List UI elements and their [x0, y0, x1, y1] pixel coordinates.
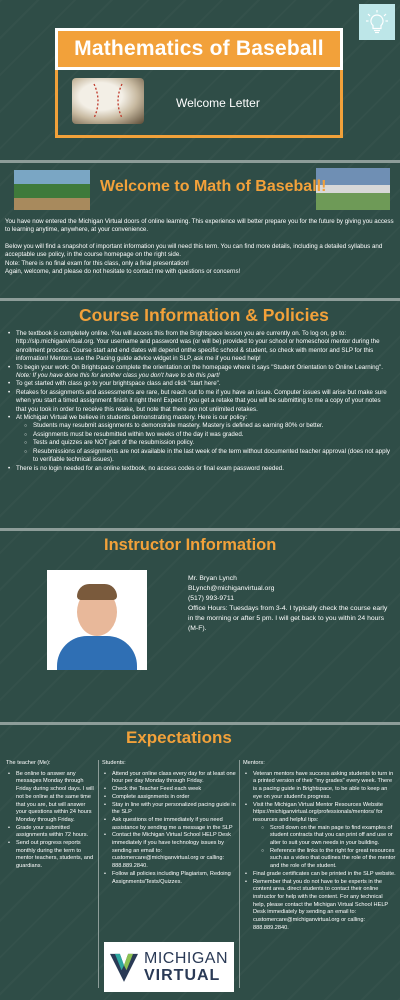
- sub-list-item: ○ Tests and quizzes are NOT part of the resubmission policy.: [24, 439, 390, 447]
- list-item: • There is no login needed for an online textbook, no access codes or final exam password needed.: [6, 465, 390, 473]
- list-item: • Veteran mentors have success asking students to turn in a printed version of their "my grades" every week. There is a pacing guide in Brightspace, to be able to keep an eye on your student's progress.: [243, 771, 396, 802]
- header-subtitle: Welcome Letter: [176, 96, 260, 110]
- header-frame: [55, 70, 343, 138]
- list-item: [6, 364, 390, 381]
- welcome-spacer: [5, 235, 395, 243]
- instructor-name: Mr. Bryan Lynch: [188, 575, 237, 582]
- list-item: [243, 802, 396, 871]
- welcome-paragraph: You have now entered the Michigan Virtual doors of online learning. This experience will better prepare you for the future by giving you access to learning anytime, anywhere, at your convenience.: [5, 218, 394, 234]
- students-title: Students:: [102, 760, 126, 766]
- divider: [0, 722, 400, 725]
- list-item: • Remember that you do not have to be experts in the content area. direct students to contact their online instructor for help with the content. For any technical help, please contact the Michigan Virtual School HELP Desk immediately by sending an email to: customercare@michiganvirtual.org or calling: 888.889.2840.: [243, 879, 396, 933]
- stadium-image: [14, 170, 90, 210]
- sub-list-item: ○ Students may resubmit assignments to demonstrate mastery. Mastery is defined as earning 80% or better.: [24, 422, 390, 430]
- list-item: • Follow all policies including Plagiarism, Redoing Assignments/Tests/Quizzes.: [102, 871, 236, 886]
- sub-list-item: ○ Reference the links to the right for great resources such as a video that outlines the role of the mentor and the role of the student.: [261, 848, 396, 871]
- instructor-heading: Instructor Information: [104, 536, 277, 554]
- divider: [0, 528, 400, 531]
- instructor-phone: (517) 993-9711: [188, 595, 234, 602]
- title-bar: [55, 28, 343, 70]
- column-divider: [239, 760, 240, 988]
- list-item: • The textbook is completely online. You will access this from the Brightspace lesson you are currently on. To log on, go to: http://slp.michiganvirtual.org. Your username and password was (or will be) provided to your school or homeschool mentor during the enrollment process. Course start and end dates will depend onthe specific school & student, so check with mentor and SLP for this information! Mentors use the Pacing guide advice widget in SLP, ask me if you need help!: [6, 330, 390, 364]
- photo-shirt: [57, 636, 137, 670]
- list-item: • Grade your submitted assignments within 72 hours.: [6, 825, 96, 840]
- welcome-paragraph: Again, welcome, and please do not hesitate to contact me with questions or concerns!: [5, 268, 241, 276]
- column-divider: [98, 760, 99, 988]
- teacher-title: The teacher (Me):: [6, 760, 51, 766]
- list-item: • Ask questions of me immediately if you need assistance by sending me a message in the SLP: [102, 817, 236, 832]
- list-item: • Stay in line with your personalized pacing guide in the SLP: [102, 802, 236, 817]
- pitcher-image: [316, 168, 390, 210]
- divider: [0, 160, 400, 163]
- instructor-photo: [47, 570, 147, 670]
- list-item: • Attend your online class every day for at least one hour per day Monday through Friday.: [102, 771, 236, 786]
- sub-list-item: ○ Assignments must be resubmitted within two weeks of the day it was graded.: [24, 431, 390, 439]
- office-hours: Office Hours: Tuesdays from 3-4. I typically check the course early in the morning or after 5 pm. I will get back to you within 24 hours (M-F).: [188, 605, 388, 632]
- welcome-paragraph: Note: There is no final exam for this class, only a final presentation!: [5, 259, 189, 267]
- sub-list-item: ○ Resubmissions of assignments are not available in the last week of the term without documented teacher approval (does not apply to verifiable technical issues).: [24, 448, 390, 465]
- list-item: • Retakes for assignments and assessments are rare, but reach out to me if you have an issue. Computer issues will arise but make sure when you start a timed assignment finish it right then! Expect if you get a retake that you will be submitting to me a copy of your notes that you took in order to receive this retake, but note that there are not unlimited retakes.: [6, 389, 390, 414]
- welcome-heading: Welcome to Math of Baseball!: [100, 178, 327, 195]
- logo-line2: VIRTUAL: [144, 967, 221, 984]
- expectations-heading: Expectations: [126, 728, 232, 747]
- course-info-list: [6, 330, 390, 473]
- mentors-title: Mentors:: [243, 760, 265, 766]
- instructor-email[interactable]: BLynch@michiganvirtual.org: [188, 585, 275, 592]
- photo-hair: [77, 584, 117, 600]
- list-item: • Contact the Michigan Virtual School HELP Desk immediately if you have technology issues by sending an email to: customercare@michiganvirtual.org or calling: 888.889.2840.: [102, 832, 236, 871]
- header: [55, 28, 343, 138]
- list-item: [6, 414, 390, 464]
- welcome-paragraph: Below you will find a snapshot of important information you will need this term. You can find more details, including a detailed syllabus and acceptable use policy, in the course homepage on the right side.: [5, 242, 383, 259]
- lightbulb-icon: [359, 4, 395, 40]
- students-column: [102, 760, 236, 886]
- mentors-column: [243, 760, 396, 932]
- list-item: • Check the Teacher Feed each week: [102, 786, 236, 794]
- logo-mark-icon: [110, 947, 138, 987]
- teacher-column: [6, 760, 96, 871]
- list-item: • Final grade certificates can be printed in the SLP website.: [243, 871, 396, 879]
- divider: [0, 298, 400, 301]
- course-info-heading: Course Information & Policies: [79, 305, 329, 325]
- list-item: • To get started with class go to your brightspace class and click "start here".: [6, 380, 390, 388]
- list-item: • Complete assignments in order: [102, 794, 236, 802]
- page-title: Mathematics of Baseball: [74, 37, 324, 60]
- baseball-image: [72, 78, 144, 124]
- list-item-text: Visit the Michigan Virtual Mentor Resources Website https://michiganvirtual.org/professionals/mentors/ for resources and helpful tips:: [253, 801, 383, 823]
- list-item-text: To begin your work: On Brightspace complete the orientation on the homepage where it says "Student Orientation to Online Learning".: [16, 363, 383, 371]
- michigan-virtual-logo: [104, 942, 234, 992]
- instructor-info: [188, 574, 393, 634]
- logo-text: [144, 950, 228, 984]
- list-item-note: Note: If you have done this for another class you don't have to do this part!: [16, 372, 220, 380]
- list-item-text: At Michigan Virtual we believe in students demonstrating mastery. Here is our policy:: [16, 414, 248, 422]
- welcome-text: [5, 218, 395, 276]
- sub-list-item: ○ Scroll down on the main page to find examples of student contracts that you can print off and use or alter to suit your own needs in your building.: [261, 825, 396, 848]
- list-item: • Be online to answer any messages Monday through Friday during school days. I will not be online at the same time that you are, but will answer your questions within 24 hours Monday through Friday.: [6, 771, 96, 825]
- list-item: • Send out progress reports monthly during the term to mentor teachers, students, and guardians.: [6, 840, 96, 871]
- logo-line1: MICHIGAN: [144, 950, 228, 967]
